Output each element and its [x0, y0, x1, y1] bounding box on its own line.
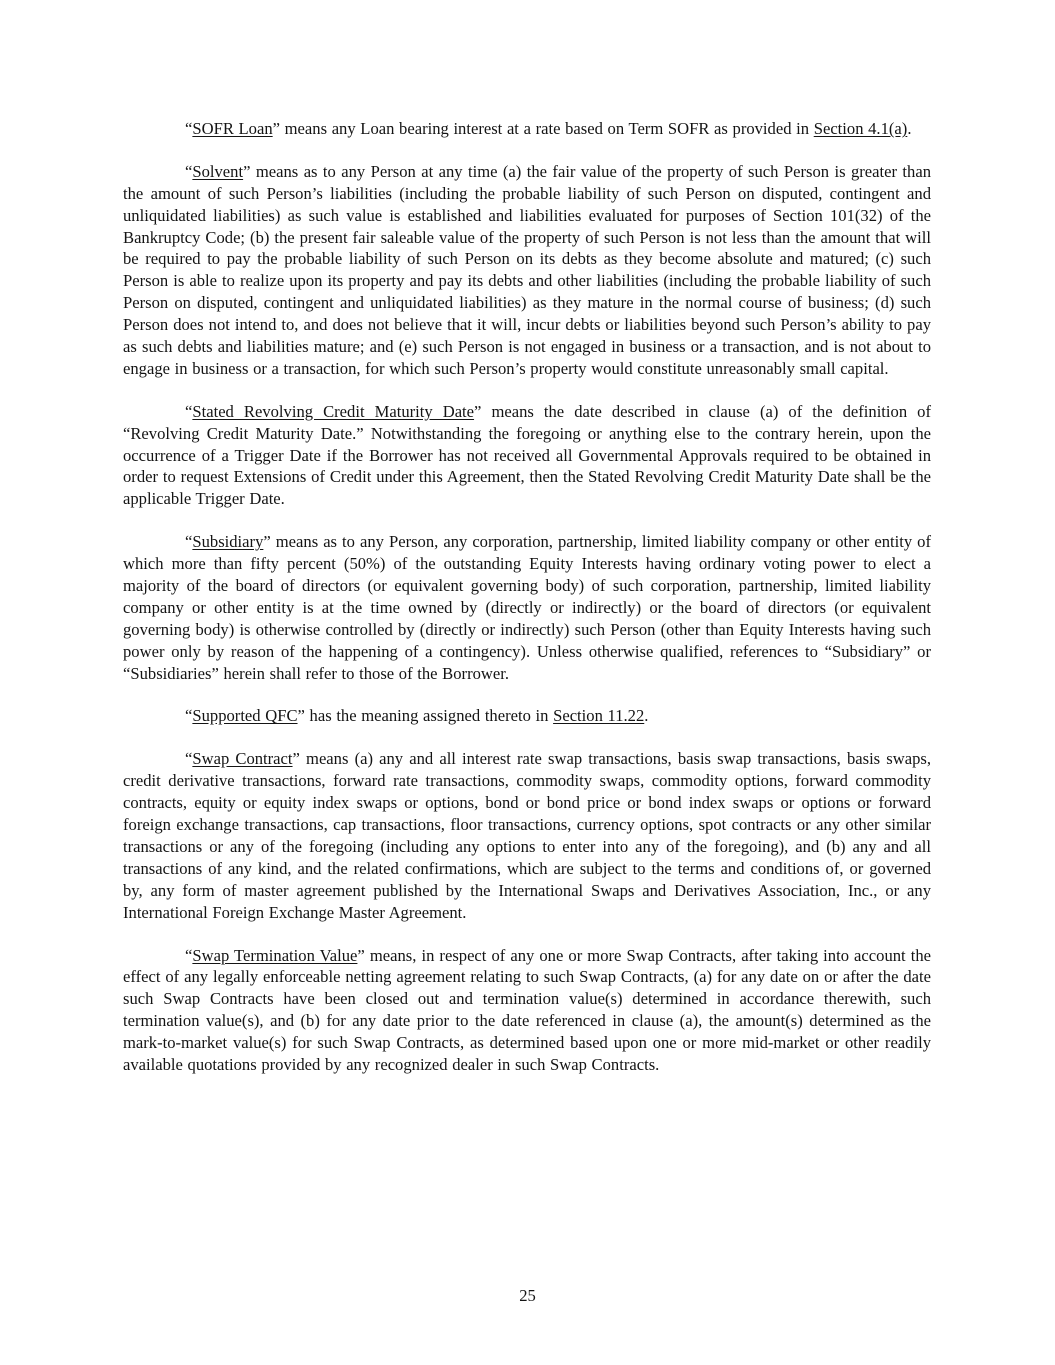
- paragraph-text: “: [185, 401, 193, 421]
- paragraph-text: .: [907, 119, 912, 138]
- paragraph-text: “: [185, 945, 193, 965]
- paragraph: [123, 748, 931, 923]
- paragraph: [123, 531, 931, 684]
- paragraph-text: “: [185, 532, 193, 552]
- defined-term: Solvent: [192, 161, 244, 181]
- paragraph: [123, 945, 931, 1076]
- defined-term: Swap Termination Value: [192, 945, 358, 965]
- paragraph-text: ” means any Loan bearing interest at a rate based on Term SOFR as provided in: [272, 119, 814, 138]
- document-body: [123, 118, 931, 1076]
- defined-term: Stated Revolving Credit Maturity Date: [192, 401, 475, 421]
- defined-term: Swap Contract: [192, 749, 293, 769]
- defined-term: Section 11.22: [553, 706, 645, 726]
- paragraph-text: ” means as to any Person, any corporation, partnership, limited liability company or other entity of which more than fifty percent (50%) of the outstanding Equity Interests having ordinary voting power to elect a majority of the board of directors (or equivalent governing body) of such corporation, partnership, limited liability company or other entity is at the time owned by (directly or indirectly) or the board of directors (or equivalent governing body) is otherwise controlled by (directly or indirectly) such Person (other than Equity Interests having such power only by reason of the happening of a contingency). Unless otherwise qualified, references to “Subsidiary” or “Subsidiaries” herein shall refer to those of the Borrower.: [123, 532, 931, 683]
- paragraph-text: “: [185, 749, 193, 769]
- paragraph-text: ” means (a) any and all interest rate swap transactions, basis swap transactions, basis swaps, credit derivative transactions, forward rate transactions, commodity swaps, commodity options, forward commodity contracts, equity or equity index swaps or options, bond or bond price or bond index swaps or options or forward foreign exchange transactions, cap transactions, floor transactions, currency options, spot contracts or any other similar transactions or any of the foregoing (including any options to enter into any of the foregoing), and (b) any and all transactions of any kind, and the related confirmations, which are subject to the terms and conditions of, or governed by, any form of master agreement published by the International Swaps and Derivatives Association, Inc., or any International Foreign Exchange Master Agreement.: [123, 749, 931, 922]
- paragraph-text: ” means the date described in clause (a) of the definition of “Revolving Credit Maturity Date.” Notwithstanding the foregoing or anything else to the contrary herein, upon the occurrence of a Trigger Date if the Borrower has not received all Governmental Approvals required to be obtained in order to request Extensions of Credit under this Agreement, then the Stated Revolving Credit Maturity Date shall be the applicable Trigger Date.: [123, 401, 931, 509]
- paragraph-text: ” means as to any Person at any time (a) the fair value of the property of such Person is greater than the amount of such Person’s liabilities (including the probable liability of such Person on disputed, contingent and unliquidated liabilities) as such value is established and liabilities evaluated for purposes of Section 101(32) of the Bankruptcy Code; (b) the present fair saleable value of the property of such Person is not less than the amount that will be required to pay the probable liability of such Person on its debts as they become absolute and matured; (c) such Person is able to realize upon its property and pay its debts and other liabilities (including the probable liability of such Person on disputed, contingent and unliquidated liabilities) as they mature in the normal course of business; (d) such Person does not intend to, and does not believe that it will, incur debts or liabilities beyond such Person’s ability to pay as such debts and liabilities mature; and (e) such Person is not engaged in business or a transaction, and is not about to engage in business or a transaction, for which such Person’s property would constitute unreasonably small capital.: [123, 161, 931, 378]
- defined-term: Supported QFC: [192, 706, 298, 726]
- paragraph: [123, 401, 931, 510]
- defined-term: Subsidiary: [192, 532, 264, 552]
- paragraph-text: “: [185, 161, 193, 181]
- paragraph-text: ” has the meaning assigned thereto in: [297, 706, 554, 726]
- defined-term: Section 4.1(a): [813, 119, 908, 138]
- paragraph: [123, 705, 931, 727]
- page-number: 25: [519, 1286, 536, 1306]
- paragraph-text: “: [185, 706, 193, 726]
- defined-term: SOFR Loan: [192, 119, 273, 138]
- paragraph-text: ” means, in respect of any one or more Swap Contracts, after taking into account the effect of any legally enforceable netting agreement relating to such Swap Contracts, (a) for any date on or after the date such Swap Contracts have been closed out and termination value(s) determined in accordance therewith, such termination value(s), and (b) for any date prior to the date referenced in clause (a), the amount(s) determined as the mark-to-market value(s) for such Swap Contracts, as determined based upon one or more mid-market or other readily available quotations provided by any recognized dealer in such Swap Contracts.: [123, 945, 931, 1074]
- paragraph: [123, 161, 931, 380]
- paragraph-text: .: [644, 706, 649, 726]
- paragraph-text: “: [185, 119, 193, 138]
- paragraph: [123, 118, 931, 140]
